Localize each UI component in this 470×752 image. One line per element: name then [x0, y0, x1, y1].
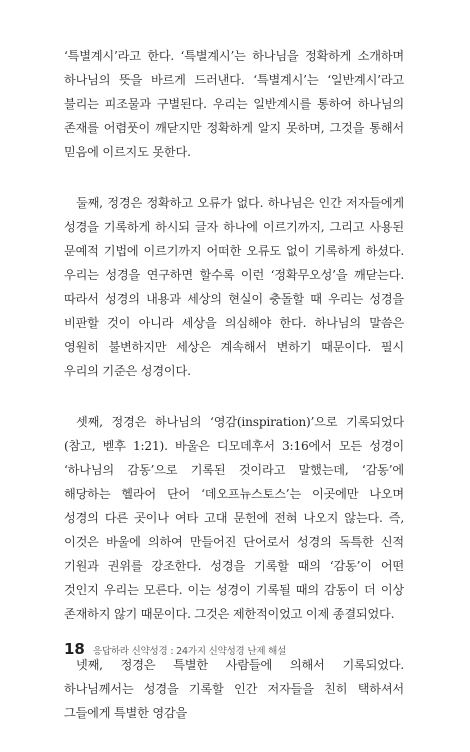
- paragraph-fourth-authors: 넷째, 정경은 특별한 사람들에 의해서 기록되었다. 하나님께서는 성경을 기록할 인간 저자들을 친히 택하셔서 그들에게 특별한 영감을: [64, 658, 404, 720]
- running-title: 응답하라 신약성경 : 24가지 신약성경 난제 해설: [92, 646, 287, 657]
- paragraph-third-inspiration: 셋째, 정경은 하나님의 ‘영감(inspiration)’으로 기록되었다(참고, 벧후 1:21). 바울은 디모데후서 3:16에서 모든 성경이 ‘하나님의 감동’으로 기록된 것이라고 말했는데, ‘감동’에 해당하는 헬라어 단어 ‘데오프뉴스토스’는 이곳에만 나오며 성경의 다른 곳이나 여타 고대 문헌에 전혀 나오지 않는다. 즉, 이것은 바울에 의하여 만들어진 단어로서 성경의 독특한 신적 기원과 권위를 강조한다. 성경을 기록할 때의 ‘감동’이 어떤 것인지 우리는 모른다. 이는 성경이 기록될 때의 감동이 더 이상 존재하지 않기 때문이다. 그것은 제한적이었고 이제 종결되었다.: [64, 415, 404, 621]
- paragraph-second-inerrancy: 둘째, 정경은 정확하고 오류가 없다. 하나님은 인간 저자들에게 성경을 기록하게 하시되 글자 하나에 이르기까지, 그리고 사용된 문예적 기법에 이르기까지 어떠한 오류도 없이 기록하게 하셨다. 우리는 성경을 연구하면 할수록 이런 ‘정확무오성’을 깨닫는다. 따라서 성경의 내용과 세상의 현실이 충돌할 때 우리는 성경을 비판할 것이 아니라 세상을 의심해야 한다. 하나님의 말씀은 영원히 불변하지만 세상은 계속해서 변하기 때문이다. 필시 우리의 기준은 성경이다.: [64, 196, 404, 378]
- paragraph-special-revelation: ‘특별계시’라고 한다. ‘특별계시’는 하나님을 정확하게 소개하며 하나님의 뜻을 바르게 드러낸다. ‘특별계시’는 ‘일반계시’라고 불리는 피조물과 구별된다. 우리는 일반계시를 통하여 하나님의 존재를 어렴풋이 깨닫지만 정확하게 알지 못하며, 그것을 통해서 믿음에 이르지도 못한다.: [64, 49, 404, 159]
- page-footer: [64, 640, 286, 658]
- page-number: 18: [64, 640, 85, 658]
